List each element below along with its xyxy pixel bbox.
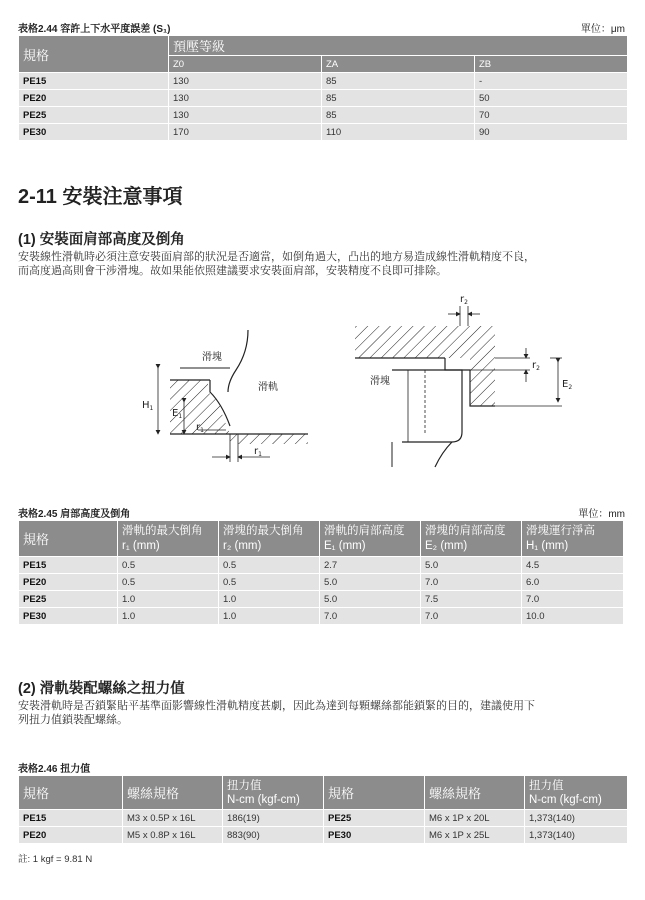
header-spec: 規格 bbox=[18, 521, 117, 557]
cell: 6.0 bbox=[521, 574, 623, 591]
cell: M6 x 1P x 25L bbox=[424, 827, 524, 844]
cell: 1.0 bbox=[218, 591, 319, 608]
label-e2: $E_2$ bbox=[562, 379, 573, 391]
cell: PE20 bbox=[18, 574, 117, 591]
header-unit: H₁ (mm) bbox=[526, 539, 569, 552]
cell: 0.5 bbox=[218, 574, 319, 591]
header-unit: r₂ (mm) bbox=[223, 539, 262, 552]
cell: 2.7 bbox=[319, 557, 420, 574]
table-row bbox=[18, 574, 623, 591]
label-left-block: 滑塊 bbox=[202, 352, 222, 363]
header-line: 扭力值 bbox=[227, 779, 262, 792]
cell: PE20 bbox=[18, 90, 168, 107]
cell: PE15 bbox=[18, 557, 117, 574]
cell: 1.0 bbox=[117, 591, 218, 608]
cell: PE25 bbox=[18, 591, 117, 608]
cell: 186(19) bbox=[222, 810, 323, 827]
paragraph-line: 列扭力值鎖裝配螺絲。 bbox=[18, 714, 128, 726]
cell: M5 x 0.8P x 16L bbox=[122, 827, 222, 844]
header-r1 bbox=[117, 521, 218, 557]
header-line: 滑塊的肩部高度 bbox=[425, 524, 506, 537]
cell: 5.0 bbox=[319, 591, 420, 608]
header-spec-2: 規格 bbox=[323, 776, 424, 810]
cell: 0.5 bbox=[117, 574, 218, 591]
label-r2-top: $r_2$ bbox=[460, 294, 468, 306]
header-unit: N-cm (kgf-cm) bbox=[227, 793, 300, 806]
table-row bbox=[18, 124, 627, 141]
header-unit: E₂ (mm) bbox=[425, 539, 468, 552]
table-245-caption: 表格2.45 肩部高度及倒角 bbox=[18, 509, 131, 520]
table-row bbox=[18, 591, 623, 608]
cell: 5.0 bbox=[319, 574, 420, 591]
cell: 1.0 bbox=[117, 608, 218, 625]
cell: 7.0 bbox=[420, 608, 521, 625]
cell: 85 bbox=[321, 90, 474, 107]
label-h1: $H_1$ bbox=[142, 400, 154, 412]
cell: 1,373(140) bbox=[524, 810, 627, 827]
cell: 85 bbox=[321, 107, 474, 124]
label-r1-bottom: $r_1$ bbox=[254, 446, 262, 458]
header-h1 bbox=[521, 521, 623, 557]
cell: PE30 bbox=[18, 608, 117, 625]
cell: 70 bbox=[474, 107, 627, 124]
paragraph-line: 安裝線性滑軌時必須注意安裝面肩部的狀況是否適當，如倒角過大，凸出的地方易造成線性滑軌精度不良， bbox=[18, 251, 535, 263]
cell: M3 x 0.5P x 16L bbox=[122, 810, 222, 827]
cell: 10.0 bbox=[521, 608, 623, 625]
table-246-note: 註: 1 kgf = 9.81 N bbox=[18, 854, 93, 865]
table-245 bbox=[18, 521, 623, 625]
header-z0: Z0 bbox=[168, 56, 321, 73]
table-245-unit: 單位：mm bbox=[578, 509, 625, 520]
subsection-1-text bbox=[18, 250, 633, 278]
header-line: 滑塊運行淨高 bbox=[526, 524, 595, 537]
subsection-1-title: (1) 安裝面肩部高度及倒角 bbox=[18, 232, 185, 248]
cell: 0.5 bbox=[117, 557, 218, 574]
table-row bbox=[18, 90, 627, 107]
table-row bbox=[18, 107, 627, 124]
header-unit: E₁ (mm) bbox=[324, 539, 366, 552]
table-244-unit: 單位：μm bbox=[580, 24, 625, 35]
cell: 110 bbox=[321, 124, 474, 141]
shoulder-diagram bbox=[130, 292, 590, 472]
table-246 bbox=[18, 776, 627, 844]
header-line: 滑塊的最大倒角 bbox=[223, 524, 304, 537]
cell: PE15 bbox=[18, 73, 168, 90]
cell: 7.5 bbox=[420, 591, 521, 608]
cell: 883(90) bbox=[222, 827, 323, 844]
cell: 4.5 bbox=[521, 557, 623, 574]
header-preload: 預壓等級 bbox=[168, 36, 627, 56]
header-za: ZA bbox=[321, 56, 474, 73]
cell: PE25 bbox=[323, 810, 424, 827]
header-e2 bbox=[420, 521, 521, 557]
label-right-block: 滑塊 bbox=[370, 376, 390, 387]
header-unit: N-cm (kgf-cm) bbox=[529, 793, 602, 806]
cell: 7.0 bbox=[521, 591, 623, 608]
cell: 7.0 bbox=[319, 608, 420, 625]
header-spec: 規格 bbox=[18, 776, 122, 810]
cell: 50 bbox=[474, 90, 627, 107]
cell: 7.0 bbox=[420, 574, 521, 591]
header-zb: ZB bbox=[474, 56, 627, 73]
table-row bbox=[18, 827, 627, 844]
header-screw-2: 螺絲規格 bbox=[424, 776, 524, 810]
cell: M6 x 1P x 20L bbox=[424, 810, 524, 827]
cell: PE15 bbox=[18, 810, 122, 827]
left-figure bbox=[142, 330, 308, 462]
label-e1: $E_1$ bbox=[172, 408, 183, 420]
header-unit: r₁ (mm) bbox=[122, 539, 160, 552]
cell: PE20 bbox=[18, 827, 122, 844]
header-line: 扭力值 bbox=[529, 779, 564, 792]
table-row bbox=[18, 557, 623, 574]
header-spec: 規格 bbox=[18, 36, 168, 73]
paragraph-line: 安裝滑軌時是否鎖緊貼平基準面影響線性滑軌精度甚劇，因此為達到每顆螺絲都能鎖緊的目的，建議使用下 bbox=[18, 700, 535, 712]
header-screw: 螺絲規格 bbox=[122, 776, 222, 810]
table-244 bbox=[18, 36, 627, 141]
cell: 1,373(140) bbox=[524, 827, 627, 844]
label-r2-side: $r_2$ bbox=[532, 360, 540, 372]
right-figure bbox=[355, 294, 572, 467]
cell: 170 bbox=[168, 124, 321, 141]
cell: 1.0 bbox=[218, 608, 319, 625]
cell: PE30 bbox=[18, 124, 168, 141]
header-torque-2 bbox=[524, 776, 627, 810]
cell: PE25 bbox=[18, 107, 168, 124]
paragraph-line: 而高度過高則會干涉滑塊。故如果能依照建議要求安裝面肩部，安裝精度不良即可排除。 bbox=[18, 265, 447, 277]
header-e1 bbox=[319, 521, 420, 557]
table-244-caption: 表格2.44 容許上下水平度誤差 (S₁) bbox=[18, 24, 171, 35]
section-title: 2-11 安裝注意事項 bbox=[18, 186, 183, 208]
cell: PE30 bbox=[323, 827, 424, 844]
header-torque bbox=[222, 776, 323, 810]
cell: 130 bbox=[168, 107, 321, 124]
cell: 130 bbox=[168, 90, 321, 107]
cell: 85 bbox=[321, 73, 474, 90]
table-row bbox=[18, 608, 623, 625]
table-row bbox=[18, 810, 627, 827]
header-line: 滑軌的肩部高度 bbox=[324, 524, 405, 537]
cell: - bbox=[474, 73, 627, 90]
table-row bbox=[18, 73, 627, 90]
subsection-2-text bbox=[18, 699, 633, 727]
header-r2 bbox=[218, 521, 319, 557]
cell: 0.5 bbox=[218, 557, 319, 574]
label-left-rail: 滑軌 bbox=[258, 382, 278, 393]
label-r1-side: $r_1$ bbox=[196, 422, 204, 434]
cell: 90 bbox=[474, 124, 627, 141]
subsection-2-title: (2) 滑軌裝配螺絲之扭力值 bbox=[18, 681, 185, 697]
header-line: 滑軌的最大倒角 bbox=[122, 524, 203, 537]
table-246-caption: 表格2.46 扭力值 bbox=[18, 764, 91, 775]
cell: 130 bbox=[168, 73, 321, 90]
cell: 5.0 bbox=[420, 557, 521, 574]
